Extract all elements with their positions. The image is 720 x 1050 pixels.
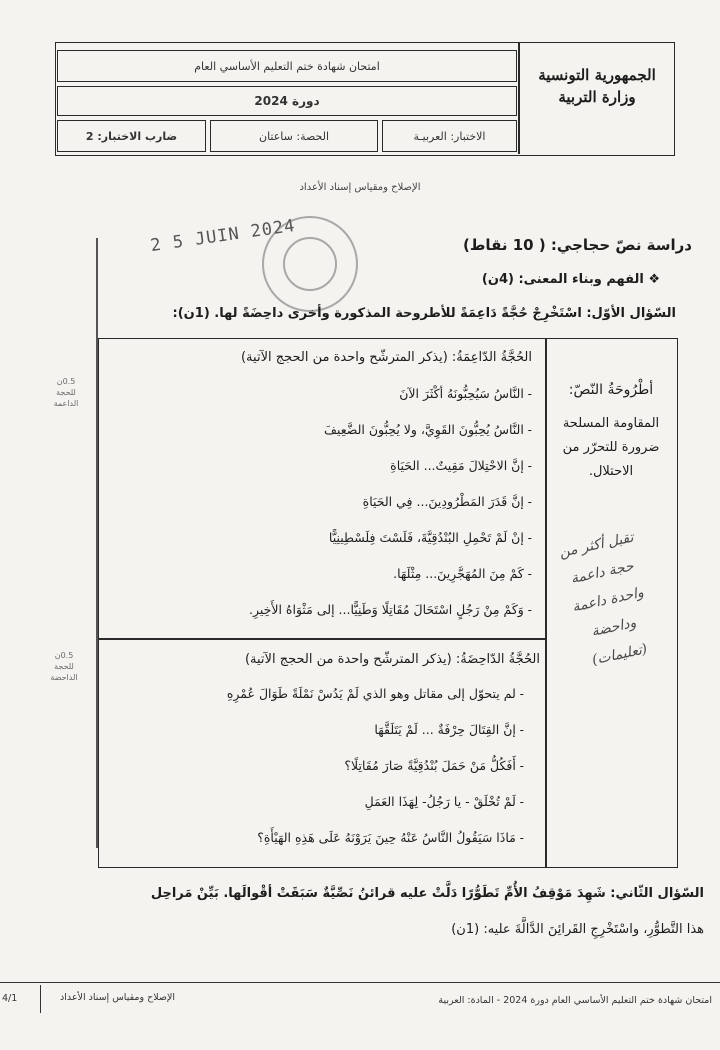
question-two-line: هذا التَّطوُّرِ، واسْتَخْرِجِ القَرائِنَ الدَّالَّةَ عليه: (1ن) xyxy=(451,922,704,937)
exam-title: امتحان شهادة ختم التعليم الأساسي العام xyxy=(57,50,517,82)
footer-exam-info: امتحان شهادة ختم التعليم الأساسي العام دورة 2024 - المادة: العربية xyxy=(438,995,712,1006)
handwritten-line: تقبل أكثر من xyxy=(557,529,635,561)
thesis-cell xyxy=(548,382,674,484)
handwritten-line: حجة داعمة xyxy=(569,558,636,588)
handwritten-line: واحدة داعمة xyxy=(570,584,646,616)
republic-name: الجمهورية التونسية xyxy=(538,66,656,84)
question-two-line: السّؤال الثّاني: شَهِدَ مَوْقِفُ الأُمِّ تَطَوُّرًا دَلَّتْ عليه قرائنُ نَصِّيَّةٌ سَبَقَتْ أقْوالَها. بَيِّنْ مَراحِل xyxy=(150,886,704,901)
thesis-line: الاحتلال. xyxy=(588,464,634,479)
answer-key-title: الإصلاح ومقياس إسناد الأعداد xyxy=(299,182,421,193)
support-item: - كَمْ مِنَ المُهَجَّرِينَ... مِثْلَهَا. xyxy=(393,566,532,581)
header-divider xyxy=(518,42,520,154)
thesis-line: المقاومة المسلحة xyxy=(562,416,660,431)
refute-item: - لم يتحوّل إلى مقاتل وهو الذي لَمْ يَدُسْ نَمْلَةً طَوَالَ عُمْرِهِ xyxy=(226,686,524,701)
footer-rule xyxy=(0,982,720,983)
refute-item: - لَمْ تُخْلَقْ - يا رَجُلُ- لِهَذَا العَمَلِ xyxy=(364,794,524,809)
exam-coefficient: ضارب الاختبار: 2 xyxy=(57,120,206,152)
question-one: السّؤال الأوّل: اسْتَخْرِجْ حُجَّةً دَاعِمَةً للأطروحة المذكورة وأخرى داحِضَةً لها. (1ن): xyxy=(172,306,676,321)
exam-duration: الحصة: ساعتان xyxy=(210,120,378,152)
page-number: 4/1 xyxy=(2,993,18,1004)
footer-answer-key: الإصلاح ومقياس إسناد الأعداد xyxy=(60,992,175,1003)
support-item: - إنْ لَمْ تَحْمِلِ البُنْدُقِيَّةَ، فَلَسْتَ فِلَسْطِينِيًّا xyxy=(328,530,532,545)
refute-heading: الحُجَّةُ الدّاحِضَةُ: (يذكر المترشّح واحدة من الحجج الآتية) xyxy=(244,652,540,667)
thesis-line: ضرورة للتحرّر من xyxy=(562,440,660,455)
margin-note-support: 0.5ن للحجة الداعمة xyxy=(53,377,79,408)
support-list xyxy=(112,386,532,638)
support-item: - النَّاسُ يُحِبُّونَ القَوِيَّ، ولا يُحِبُّونَ الضَّعِيفَ xyxy=(324,422,532,437)
date-stamp: 2 5 JUIN 2024 xyxy=(149,215,297,257)
question-two xyxy=(84,876,704,948)
refute-item: - مَاذَا سَيَقُولُ النَّاسُ عَنْهُ حِينَ يَرَوْنَهُ عَلَى هَذِهِ الهَيْأَةِ؟ xyxy=(257,830,524,845)
refute-item: - إنَّ القِتَالَ حِرْفَةٌ ... لَمْ يَتَلَقَّهَا xyxy=(374,722,524,737)
thesis-title: أطْرُوحَةُ النّصّ: xyxy=(568,382,654,398)
handwritten-line: وداحضة xyxy=(590,614,638,640)
exam-session: دورة 2024 xyxy=(57,86,517,116)
ministry-name: وزارة التربية xyxy=(558,88,636,106)
handwritten-note xyxy=(525,517,691,683)
refute-list xyxy=(84,686,524,866)
exam-subject: الاختبار: العربيـة xyxy=(382,120,517,152)
support-item: - إنَّ قَدَرَ المَطْرُودِينَ... فِي الحَيَاةِ xyxy=(362,494,532,509)
refute-item: - أَفَكُلُّ مَنْ حَمَلَ بُنْدُقِيَّةً صَارَ مُقَاتِلًا؟ xyxy=(344,758,524,773)
support-item: - النَّاسُ سَيُحِبُّونَهُ أكْثَرَ الآنَ xyxy=(399,386,532,401)
support-item: - وَكَمْ مِنْ رَجُلٍ اسْتَحَالَ مُقَاتِلًا وَطَنِيًّا... إلى مَثْوَاهُ الأَخِيرِ. xyxy=(248,602,532,617)
official-seal-inner xyxy=(283,237,337,291)
support-item: - إنَّ الاحْتِلالَ مَقِيتٌ... الحَيَاةِ xyxy=(390,458,532,473)
footer-divider xyxy=(40,985,41,1013)
section-title: دراسة نصّ حجاجي: ( 10 نقاط) xyxy=(463,236,692,254)
part-title: ❖ الفهم وبناء المعنى: (4ن) xyxy=(481,272,660,287)
handwritten-line: (تعليمات) xyxy=(590,641,649,669)
margin-note-refute: 0.5ن للحجة الداحضة xyxy=(50,651,78,682)
table-row-divider xyxy=(98,638,547,640)
ministry-block xyxy=(524,64,670,108)
support-heading: الحُجَّةُ الدّاعِمَةُ: (يذكر المترشّح واحدة من الحجج الآتية) xyxy=(240,350,532,365)
